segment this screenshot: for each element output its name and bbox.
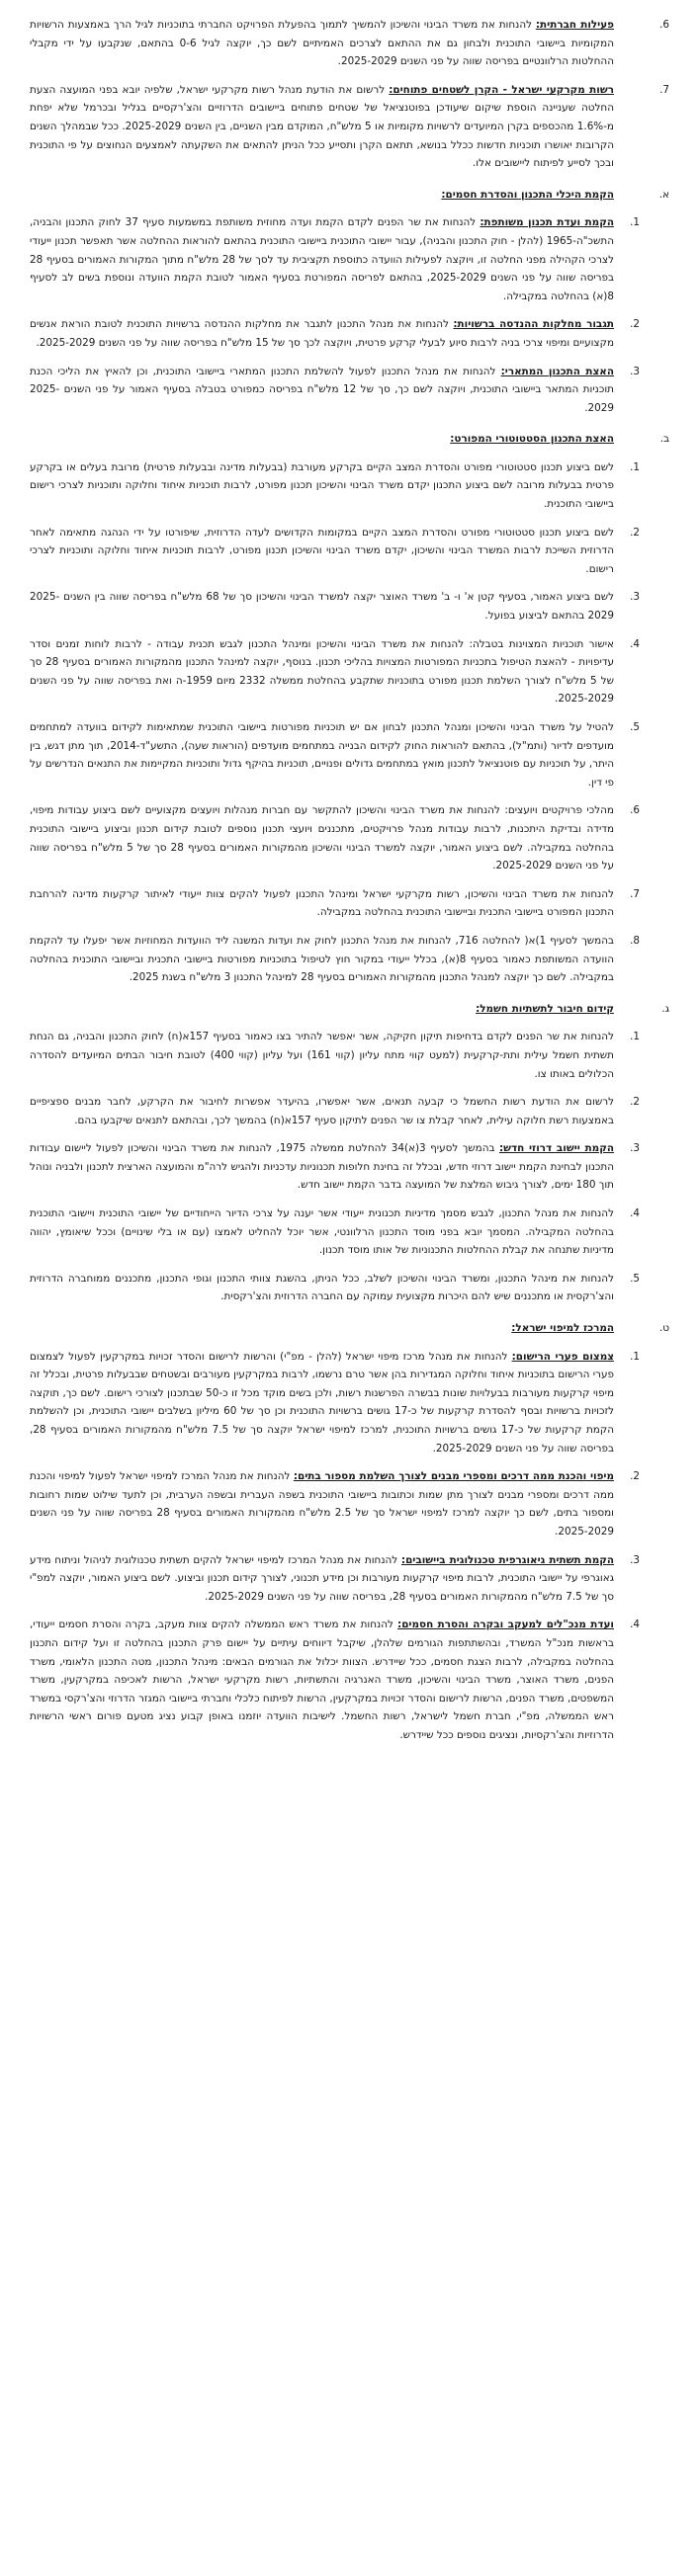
item-text <box>30 588 614 624</box>
item-body: להנחות את מנהל התכנון לתגבר את מחלקות ההנדסה ברשויות התוכנית לטובת הוראת אנשים מקצועיים ומיפוי צרכי בניה לרבות סיוע לבעלי קרקע פרטית, ויוקצה לכך סך של 15 מלש"ח בפריסה שווה על פני השנים 2025-2029. <box>30 318 614 349</box>
item-body: להנחות את מנהל התכנון, לגבש מסמך מדיניות תכנונית ייעודי אשר יענה על צרכי הדיור הייחודיים של יישובי התוכנית ויישובי התוכנית בהחלטה המקבילה. המסמך יובא בפני מוסד התכנון הרלוונטי, אשר יוכל להחליט לאמצו (עם או בלי שינויים) וככל שיאומץ, יהווה מדיניות שתנחה את קבלת ההחלטות התכנוניות של אותו מוסד תכנון. <box>30 1207 614 1257</box>
item-heading: פעילות חברתית: <box>535 19 614 31</box>
list-item <box>30 315 669 352</box>
item-text <box>30 363 614 418</box>
section-number: ג. <box>661 1002 669 1015</box>
item-number: 3. <box>630 591 640 604</box>
list-item <box>30 1028 669 1083</box>
item-body: לשם ביצוע תכנון סטטוטורי מפורט והסדרת המצב הקיים בקרקע מעורבת (בבעלות מדינה ובבעלות פרטית) מרובת בעלים או בקרקע פרטית בבעלות מרובה לשם ביצוע התכנון יקדם משרד הבינוי והשיכון תכנון מפורט, לרבות תוכניות איחוד וחלוקה ותוכניות לצרכי רישום ביישובי התוכנית. <box>30 460 614 511</box>
list-item <box>30 932 669 987</box>
item-number: 2. <box>630 1096 640 1109</box>
list-item <box>30 1551 669 1607</box>
item-number: 4. <box>630 1619 640 1631</box>
item-text <box>30 718 614 791</box>
section-d-items <box>30 1348 669 1745</box>
item-body: להנחות את מנהל המרכז למיפוי ישראל להקים תשתית טכנולוגית לניהול וניתוח מידע גאוגרפי על יישובי התוכנית, לרבות מיפוי קרקעות מעורבות וכן מידע תכנוני, לצורך קידום תכנון וביצוע. לשם ביצוע האמור, יוקצה למפ"י סך של 7.5 מלש"ח מהמקורות האמורים בסעיף 28, בפריסה שווה על פני השנים 2025-2029. <box>30 1553 614 1603</box>
section-title: קידום חיבור לתשתיות חשמל: <box>476 1002 614 1015</box>
item-number: 6. <box>659 19 669 31</box>
item-body: להנחות את משרד הבינוי והשיכון, רשות מקרקעי ישראל ומינהל התכנון לפעול להקים צוות ייעודי לאיתור קרקעות מדינה להרחבת התכנון המפורט ביישובי התכנית וביישובי התוכנית בהחלטה במקבילה. <box>30 887 614 919</box>
list-item <box>30 588 669 624</box>
item-number: 5. <box>630 1272 640 1285</box>
list-item <box>30 885 669 922</box>
list-item <box>30 1093 669 1129</box>
item-heading: מיפוי והכנת ממה דרכים ומספרי מבנים לצורך השלמת מספור בתים: <box>293 1470 614 1483</box>
item-heading: האצת התכנון המתארי: <box>500 365 614 377</box>
item-heading: הקמת תשתית גיאוגרפית טכנולוגית ביישובים: <box>400 1553 614 1566</box>
item-heading: תגבור מחלקות ההנדסה ברשויות: <box>453 318 614 331</box>
list-item <box>30 1616 669 1744</box>
item-heading: הקמת ועדת תכנון משותפת: <box>480 216 614 229</box>
item-body: בהמשך לסעיף 1)א( להחלטה 716, להנחות את מנהל התכנון לחוק את ועדות המשנה ליד הוועדות המחוזיות אשר יפעלו עד להקמת הוועדה המשותפת כאמור בסעיף 8(א), בכלל ייעודי במקור חוץ לטיפול בתוכניות מפורטות ביישובי התכנית וביישובי התוכנית בהחלטה במקבילה. לשם כך יוקצה למנהל התכנון מהמקורות האמורים בסעיף 28 למינהל התכנון 3 מלש"ח בשנת 2025. <box>30 934 615 984</box>
item-number: 1. <box>630 1031 640 1043</box>
item-text <box>30 801 614 874</box>
item-number: 2. <box>630 318 640 331</box>
item-text <box>30 16 614 71</box>
item-body: בהמשך לסעיף 3(א)34 להחלטת ממשלה 1975, להנחות את משרד הבינוי והשיכון לפעול ליישום עבודות התכנון לבחינת הקמת יישוב דרוזי חדש, ובכלל זה בחינת חלופות תכנוניות עדכניות ולהגיש לרה"מ והמועצה הארצית לתכנון ולבניה ונוהל תוך 180 ימים, לצורך גיבוש המלצת של המועצה בדבר הקמת יישוב חדש. <box>30 1142 614 1192</box>
list-item <box>30 363 669 418</box>
item-text <box>30 1139 614 1195</box>
section-a-items <box>30 213 669 417</box>
item-body: להנחות את מנהל התכנון לפעול להשלמת התכנון המתארי ביישובי התוכנית, וכן להאיץ את הליכי הכנת תוכניות המתאר ביישובי התוכנית, ויוקצה לשם כך, סך של 12 מלש"ח בפריסה כמפורט בטבלה בסעיף האמור על פני השנים 2025-2029. <box>30 365 614 414</box>
item-text <box>30 1616 614 1744</box>
item-text <box>30 1093 614 1129</box>
item-number: 2. <box>630 1470 640 1483</box>
section-number: ב. <box>659 433 669 446</box>
item-body: לרשום את הודעת מנהל רשות מקרקעי ישראל, שלפיה יובא בפני המועצה הצעת החלטה שעניינה הוספת שיקום שיעודכן בפוטנציאל של שטחים פתוחים ביישובים הדרוזיים והצ'רקסיים בגליל ובכרמל שלא יפחת מ-1.6% מהכספים בקרן המיועדים לרשויות מקומיות או 5 מלש"ח, המוקדם מבין השניים, בין השנים 2025-2029. ככל שבמהלך השנים הקרובות יאושרו תוכניות חדשות ככלל בנושא, תתאם הקרן ותסייע ככל הניתן להתאים את השקעתה לאמצעים הנחוצים על פי התוכנית ובכך לסייע לפיתוח ליישובים אלו. <box>30 83 614 170</box>
list-item <box>30 16 669 71</box>
list-item <box>30 213 669 305</box>
item-number: 6. <box>630 804 640 817</box>
list-item <box>30 801 669 874</box>
item-body: להנחות את מינהל התכנון, ומשרד הבינוי והשיכון לשלב, ככל הניתן, בהשגת צוותי התכנון וגופי התכנון, מתכננים ממוחברה הדרוזית והצ'רקסית או מתכננים שיש להם היכרות מקצועית עמוקה עם החברה הדרוזית והצ'רקסית. <box>30 1272 614 1303</box>
item-number: 4. <box>630 1207 640 1220</box>
list-item <box>30 81 669 173</box>
item-number: 3. <box>630 1553 640 1566</box>
section-number: ט. <box>658 1322 669 1335</box>
item-body: לשם ביצוע האמור, בסעיף קטן א' ו- ב' משרד האוצר יקצה למשרד הבינוי והשיכון סך של 68 מלש"ח בפריסה שווה בין השנים 2025-2029 בהתאם לביצוע בפועל. <box>30 591 614 623</box>
item-text <box>30 524 614 579</box>
list-item <box>30 1205 669 1260</box>
item-text <box>30 1270 614 1306</box>
item-body: להנחות את שר הפנים לקדם בדחיפות תיקון חקיקה, אשר יאפשר להתיר בצו כאמור בסעיף 157א(ח) לחוק התכנון והבניה, גם הנחת תשתית חשמל עילית ותת-קרקעית (למעט קווי מתח עליון (קווי 161) ועל עליון (קווי 400) לטובת חיבור הבתים המיועדים להסדרה הכלולים באותו צו. <box>30 1031 614 1080</box>
section-title: הקמת היכלי התכנון והסדרת חסמים: <box>441 188 614 201</box>
section-c-heading <box>30 1000 669 1019</box>
item-text <box>30 932 614 987</box>
item-heading: הקמת יישוב דרוזי חדש: <box>498 1142 614 1155</box>
item-text <box>30 458 614 514</box>
item-text <box>30 1028 614 1083</box>
section-d-heading <box>30 1319 669 1338</box>
item-number: 7. <box>630 887 640 900</box>
item-number: 3. <box>630 365 640 377</box>
list-item <box>30 1139 669 1195</box>
item-text <box>30 1348 614 1458</box>
item-text <box>30 885 614 922</box>
item-number: 2. <box>630 526 640 539</box>
item-heading: רשות מקרקעי ישראל - הקרן לשטחים פתוחים: <box>389 83 614 96</box>
item-number: 1. <box>630 216 640 229</box>
section-title: האצת התכנון הסטטוטורי המפורט: <box>450 433 614 446</box>
item-number: 5. <box>630 721 640 733</box>
list-item <box>30 1270 669 1306</box>
list-item <box>30 718 669 791</box>
item-number: 1. <box>630 1350 640 1363</box>
item-number: 1. <box>630 460 640 473</box>
item-text <box>30 1205 614 1260</box>
item-body: להנחות את מנהל מרכז מיפוי ישראל (להלן - מפ"י) והרשות לרישום והסדר זכויות במקרקעין לפעול לצמצום פערי הרישום בתוכניות איחוד וחלוקה המגדירות בהן אשר טרם נרשמו, לרבות במקרקעין מעורבים ובשטחים שבבעלות פרטית, ובכלל זה מיפוי קרקעות מעורבות בבעלויות שונות בבשרה הפרשנות רשות, ולכן בשים מוקד מכל זו כ-50 שבתכנון לצורכי רישום. לשם כך, תוקצה לזכויות ברשויות ובסף להסדרת קרקעות של כ-17 גושים ברשויות התוכנית וכן סך של 60 מיליון בשלבים יישובי התוכנית, וכן להשלמת הקמת קרקעות של כ-17 גושים ברשויות התוכנית, למרכז למיפוי ישראל יוקצה סך של 7.5 מלש"ח מהמקורות האמורים בסעיף 28, בפריסה שווה על פני השנים 2025-2029. <box>30 1350 615 1454</box>
section-title: המרכז למיפוי ישראל: <box>511 1322 614 1335</box>
list-item <box>30 1348 669 1458</box>
item-body: לרשום את הודעת רשות החשמל כי קבעה תנאים, אשר יאפשרו, בהיעדר אפשרות לחיבור את הקרקע, לחבר מבנים ספציפיים באמצעות רשת חלוקה עילית, לאחר קבלת צו שר הפנים לתיקון סעיף 157א(ח) בהמשך לכך, ובהתאם לתנאים שיקבעו בהם. <box>30 1096 614 1126</box>
list-item <box>30 1467 669 1540</box>
item-text <box>30 1467 614 1540</box>
item-body: מהלכי פרויקטים ויועצים: להנחות את משרד הבינוי והשיכון להתקשר עם חברות מנהלות ויועצים מקצועיים לשם ביצוע עבודות מיפוי, מדידה ובדיקת היתכנות, לרבות עבודות מנהל פרויקטים, מתכננים ויועצי תכנון נוספים לטובת קידום תכנון וביצוע ביישובי התוכנית בהחלטה במקבילה. לשם ביצוע האמור, יוקצה למשרד הבינוי והשיכון מהמקורות האמורים בסעיף 28 סך של 5 מלש"ח בפריסה שווה על פני השנים 2025-2029. <box>30 804 615 873</box>
section-b-heading <box>30 430 669 449</box>
item-text <box>30 213 614 305</box>
item-number: 8. <box>630 934 640 947</box>
item-body: להנחות את מנהל המרכז למיפוי ישראל לפעול למיפוי והכנת ממה דרכים ומספרי מבנים לצורך מתן שמות וכתובות ביישובי התוכנית בשפה העברית ובשפה הערבית, וכן לתעד שילוט שמות רחובות ומספור בתים, לשם כך יוקצה למרכז למיפוי ישראל סך של 2.5 מלש"ח מהמקורות האמורים בסעיף 28 בפריסה שווה על פני השנים 2025-2029. <box>30 1470 614 1537</box>
list-item <box>30 458 669 514</box>
item-heading: ועדת מנכ"לים למעקב ובקרה והסרת חסמים: <box>397 1619 614 1631</box>
item-body: להנחות את שר הפנים לקדם הקמת ועדה מחוזית משותפת במשמעות סעיף 37 לחוק התכנון והבניה, התשכ"ה-1965 (להלן - חוק התכנון והבניה), עבור יישובי התוכנית ביישובי התוכנית בהתאם להוראות ההחלטה אשר תאפשר תכנון ייעודי לצרכי הקהילה מפני החלטה זו, ויוקצה לפעילות הוועדה כתוספת תקציבית עד לסך של 28 מלש"ח מתוך המקורות האמורים בסעיף 28 בפריסה שווה על פני השנים 2025-2029, בהתאם לפריסה המפורטת בסעיף האמור לטובת הקמת הוועדה ונוספת בשים לב לסעיף 8(א) בהחלטה במקבילה. <box>30 216 615 302</box>
item-text <box>30 315 614 352</box>
list-item <box>30 635 669 708</box>
item-text <box>30 1551 614 1607</box>
item-number: 4. <box>630 637 640 650</box>
item-text <box>30 635 614 708</box>
section-c-items <box>30 1028 669 1306</box>
list-item <box>30 524 669 579</box>
section-number: א. <box>658 188 669 201</box>
item-body: לשם ביצוע תכנון סטטוטורי מפורט והסדרת המצב הקיים במקומות הקדושים לעדה הדרוזית, שיפורטו על ידי הנהגה מתאימה לאחר הדרוזית השייכת לרבות המשרד הבינוי והשיכון, יקדם משרד הבינוי והשיכון תכנון מפורט, לרבות תוכניות איחוד וחלוקה ותוכניות לצרכי רישום. <box>30 526 614 575</box>
item-heading: צמצום פערי הרישום: <box>511 1350 614 1363</box>
item-number: 7. <box>659 83 669 96</box>
item-body: להנחות את משרד ראש הממשלה להקים צוות מעקב, בקרה והסרת חסמים ייעודי, בראשות מנכ"ל המשרד, ובהשתתפות הגורמים שלהלן, שיקבל דיווחים עיתיים על יישום פרק התכנון בהחלטה זו ועל קידום התכנון בהחלטה במקבילה, לרבות הצגת חסמים, ככל שיידרש. הצוות יכלול את הגורמים הבאים: מינהל התכנון, מטה התכנון הלאומי, משרד הפנים, משרד האוצר, משרד הבינוי והשיכון, משרד האנרגיה והתשתיות, רשות מקרקעי ישראל, הרשות לאכיפה במקרקעין, משרד המשפטים, משרד הפנים, הרשות לרישום והסדר זכויות במקרקעין, הרשות לפיתוח כלכלי וחברתי ביישובי המגזר הדרוזי והצ'רקסי במשרד ראש הממשלה, מפ"י, חברת חשמל לישראל, רשות החשמל. לישיבות הוועדה יוזמנו באופן קבוע נציג מטעם פורום ראשי הרשויות הדרוזיות והצ'רקסיות, ונציגים נוספים ככל שיידרש. <box>30 1619 614 1741</box>
item-text <box>30 81 614 173</box>
section-a-heading <box>30 186 669 205</box>
item-body: להטיל על משרד הבינוי והשיכון ומנהל התכנון לבחון אם יש תוכניות מפורטות ביישובי התוכנית שמתאימות לקידום בוועדה למתחמים מועדפים לדיור (ותמ"ל), בהתאם להוראות החוק לקידום הבנייה במתחמים מועדפים (הוראות שעה), התשע"ד-2014, תוך מתן דגש, בין היתר, על תוכניות עם פוטנציאל לתכנון מואץ במתחמים גדולים ופנויים, תוכניות בהיקף גדול ותוכניות המקיימות את התנאים הנדרשים על פי דין. <box>30 721 614 789</box>
top-items <box>30 16 669 173</box>
item-number: 3. <box>630 1142 640 1155</box>
section-b-items <box>30 458 669 987</box>
item-body: אישור תוכניות המצוינות בטבלה: להנחות את משרד הבינוי והשיכון ומינהל התכנון לגבש תכנית עבודה - לרבות לוחות זמנים וסדר עדיפויות - להאצת הטיפול בתכניות המפורטות המצויות בהליכי תכנון. בנוסף, יוקצה למינהל התכנון מהמקורות האמורים בסעיף 28 סך של 5 מלש"ח לצורך השלמת תכנון מפורט בתוכניות שתקבע בהחלטת ממשלה 2332 מיום 1959-ה ואת בפריסה שווה על פני השנים 2025-2029. <box>30 637 614 706</box>
item-body: להנחות את משרד הבינוי והשיכון להמשיך לתמוך בהפעלת הפרויקט החברתי בתוכניות לגיל הרך באמצעות הרשויות המקומיות ביישובי התוכנית ולבחון גם את ההתאם לצרכים האמיתיים לשם כך, יוקצה לגיל 0-6 בהתאם, שנקבעו על ידי מקבלי ההחלטות הרלוונטיים בפריסה שווה על פני השנים 2025-2029. <box>30 19 614 68</box>
